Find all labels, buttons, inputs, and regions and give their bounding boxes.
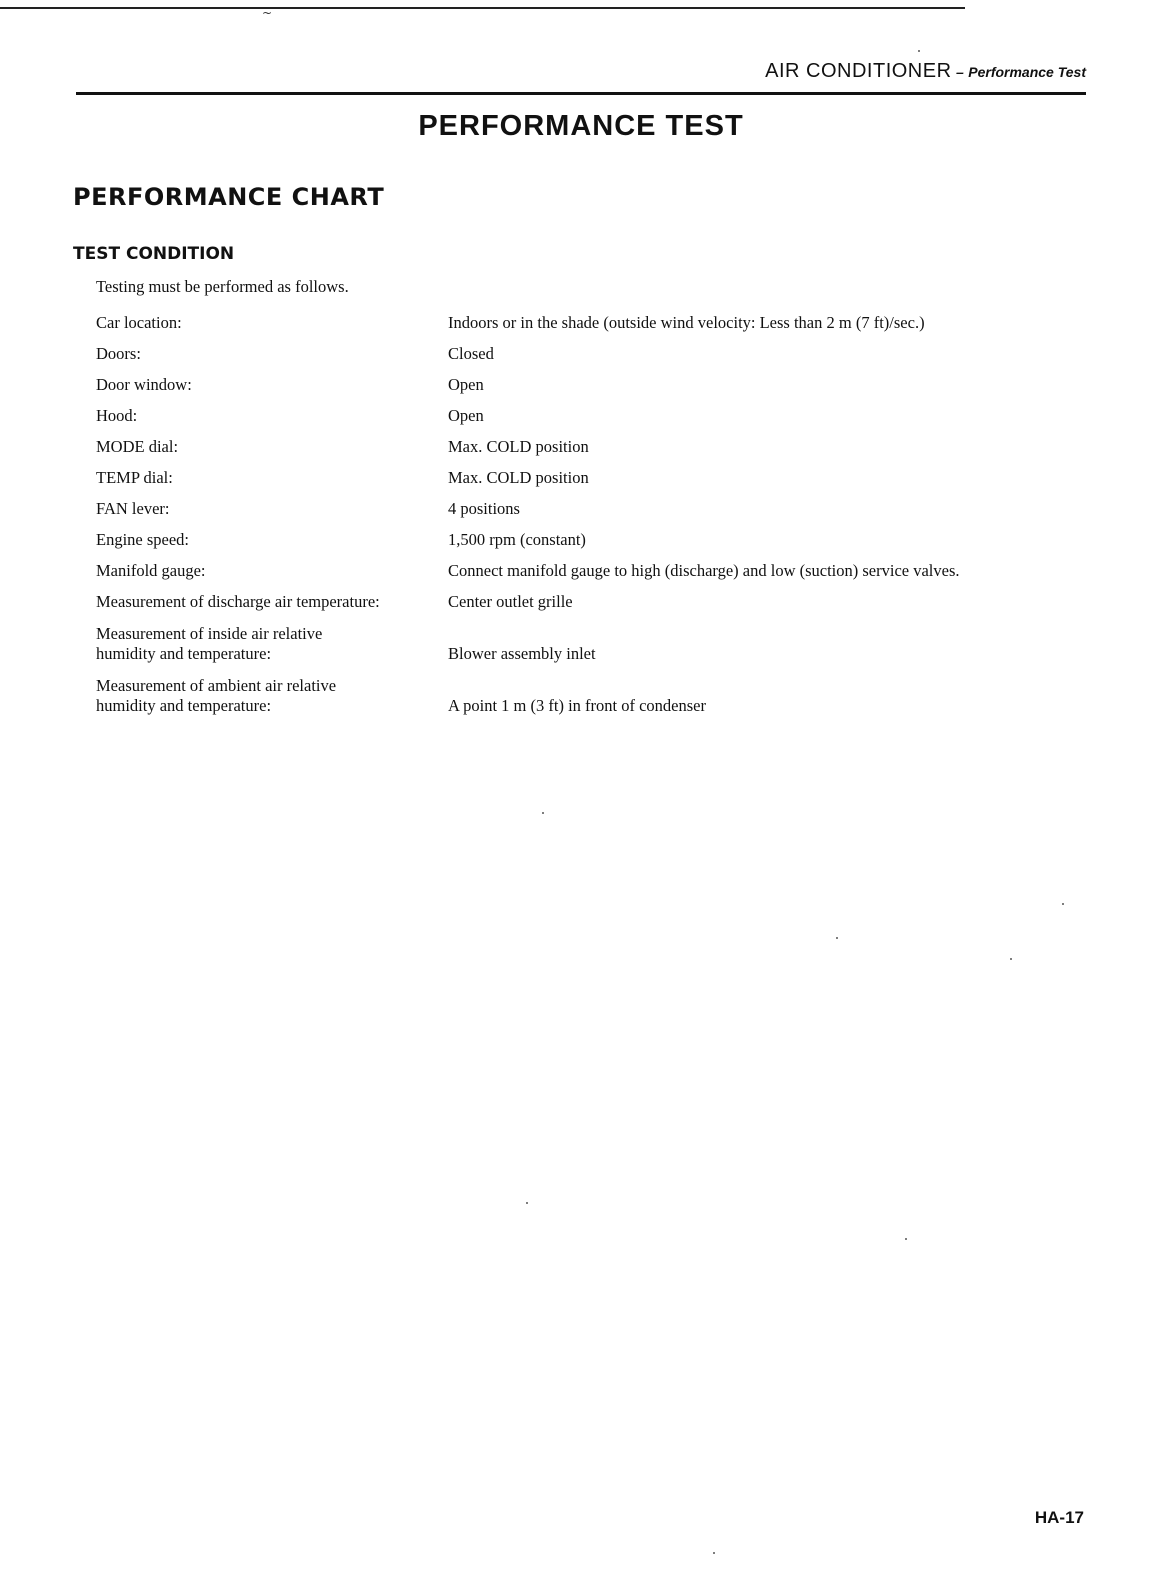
condition-row-fan-lever (96, 499, 1076, 519)
condition-value: Max. COLD position (448, 468, 589, 487)
condition-value: Blower assembly inlet (448, 644, 596, 663)
test-condition-heading: TEST CONDITION (73, 244, 235, 264)
condition-row-temp-dial (96, 468, 1076, 488)
scan-speck (905, 1238, 907, 1240)
header-rule (76, 92, 1086, 95)
condition-row-doors (96, 344, 1076, 364)
condition-row-hood (96, 406, 1076, 426)
condition-label: Doors: (96, 344, 141, 363)
scan-speck (1062, 903, 1064, 905)
running-header-section: AIR CONDITIONER (765, 60, 952, 82)
condition-label: FAN lever: (96, 499, 170, 518)
performance-chart-heading: PERFORMANCE CHART (73, 183, 385, 211)
condition-label: Door window: (96, 375, 192, 394)
condition-value: Center outlet grille (448, 592, 573, 611)
running-header-separator: – (956, 64, 964, 80)
running-header-subsection: Performance Test (968, 64, 1086, 80)
condition-row-manifold-gauge (96, 561, 1076, 581)
running-header (765, 60, 1086, 83)
condition-label: Engine speed: (96, 530, 190, 549)
condition-value: Indoors or in the shade (outside wind velocity: Less than 2 m (7 ft)/sec.) (448, 313, 925, 332)
scan-speck (713, 1552, 715, 1554)
condition-label: Hood: (96, 406, 138, 425)
condition-row-mode-dial (96, 437, 1076, 457)
page-title: PERFORMANCE TEST (418, 110, 744, 142)
condition-label: MODE dial: (96, 437, 179, 456)
condition-value: Open (448, 406, 484, 425)
test-condition-intro: Testing must be performed as follows. (96, 277, 349, 296)
condition-row-door-window (96, 375, 1076, 395)
scan-speck (918, 50, 920, 52)
condition-row-discharge-air-temp (96, 592, 1076, 612)
condition-value: Closed (448, 344, 494, 363)
scan-speck (836, 937, 838, 939)
condition-label: Measurement of ambient air relative humidity and temperature: (96, 676, 337, 715)
scan-artifact-mark: ~ (262, 6, 273, 20)
condition-value: Connect manifold gauge to high (discharge) and low (suction) service valves. (448, 561, 960, 580)
condition-row-ambient-air (96, 676, 1076, 716)
scan-speck (542, 812, 544, 814)
condition-label: Car location: (96, 313, 182, 332)
condition-value: Max. COLD position (448, 437, 589, 456)
condition-label: Measurement of discharge air temperature: (96, 592, 380, 611)
condition-label: Manifold gauge: (96, 561, 206, 580)
scan-speck (526, 1202, 528, 1204)
condition-label: Measurement of inside air relative humidity and temperature: (96, 624, 323, 663)
condition-value: A point 1 m (3 ft) in front of condenser (448, 696, 706, 715)
scan-speck (1010, 958, 1012, 960)
condition-label: TEMP dial: (96, 468, 173, 487)
condition-value: 1,500 rpm (constant) (448, 530, 586, 549)
page-number: HA-17 (1034, 1508, 1084, 1527)
condition-row-car-location (96, 313, 1076, 333)
condition-row-inside-air (96, 624, 1076, 664)
condition-value: Open (448, 375, 484, 394)
scan-top-border (0, 7, 965, 9)
condition-value: 4 positions (448, 499, 520, 518)
condition-row-engine-speed (96, 530, 1076, 550)
test-condition-list (96, 313, 1076, 716)
